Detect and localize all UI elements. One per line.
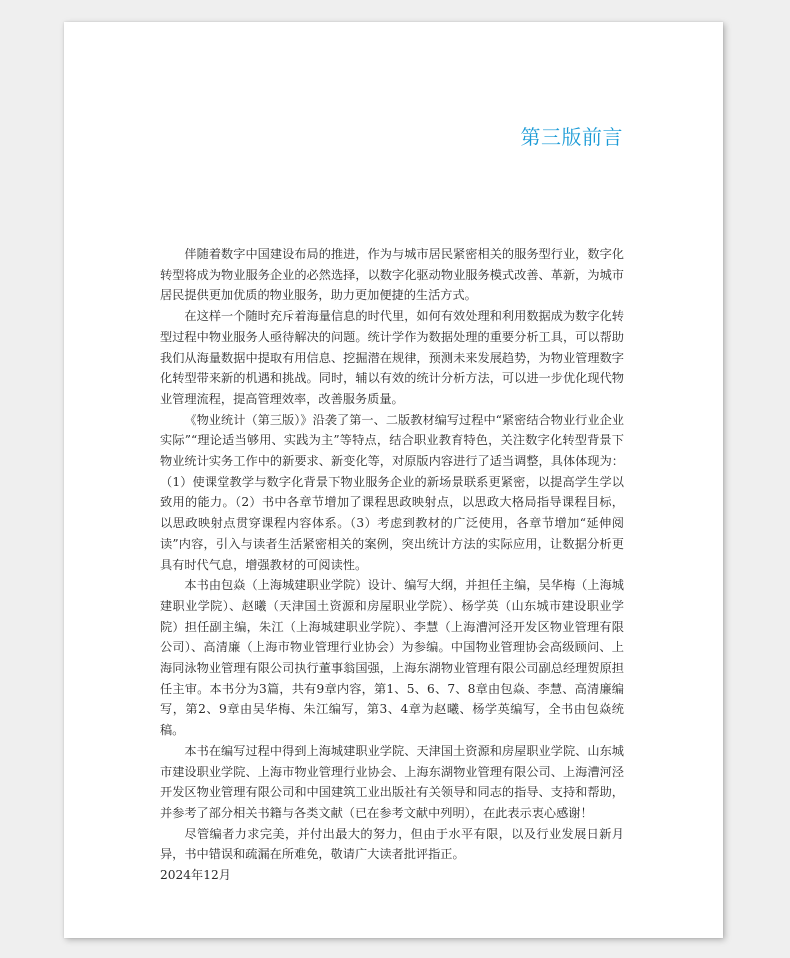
- page-title: 第三版前言: [520, 125, 623, 149]
- document-page: [64, 22, 723, 938]
- paragraph-1: 伴随着数字中国建设布局的推进，作为与城市居民紧密相关的服务型行业，数字化转型将成为物业服务企业的必然选择，以数字化驱动物业服务模式改善、革新，为城市居民提供更加优质的物业服务，助力更加便捷的生活方式。: [160, 247, 624, 303]
- preface-date: 2024年12月: [160, 868, 231, 883]
- paragraph-3: 《物业统计（第三版）》沿袭了第一、二版教材编写过程中“紧密结合物业行业企业实际”“理论适当够用、实践为主”等特点，结合职业教育特色，关注数字化转型背景下物业统计实务工作中的新要求、新变化等，对原版内容进行了适当调整，具体体现为：（1）使课堂教学与数字化背景下物业服务企业的新场景联系更紧密，以提高学生学以致用的能力。（2）书中各章节增加了课程思政映射点，以思政大格局指导课程目标，以思政映射点贯穿课程内容体系。（3）考虑到教材的广泛使用，各章节增加“延伸阅读”内容，引入与读者生活紧密相关的案例，突出统计方法的实际应用，让数据分析更具有时代气息，增强教材的可阅读性。: [160, 412, 624, 572]
- paragraph-2: 在这样一个随时充斥着海量信息的时代里，如何有效处理和利用数据成为数字化转型过程中物业服务人亟待解决的问题。统计学作为数据处理的重要分析工具，可以帮助我们从海量数据中提取有用信息、挖掘潜在规律，预测未来发展趋势，为物业管理数字化转型带来新的机遇和挑战。同时，辅以有效的统计分析方法，可以进一步优化现代物业管理流程，提高管理效率，改善服务质量。: [160, 309, 624, 406]
- preface-body: [160, 244, 624, 886]
- paragraph-5: 本书在编写过程中得到上海城建职业学院、天津国土资源和房屋职业学院、山东城市建设职业学院、上海市物业管理行业协会、上海东湖物业管理有限公司、上海漕河泾开发区物业管理有限公司和中国建筑工业出版社有关领导和同志的指导、支持和帮助，并参考了部分相关书籍与各类文献（已在参考文献中列明），在此表示衷心感谢！: [160, 743, 624, 820]
- paragraph-6: 尽管编者力求完美，并付出最大的努力，但由于水平有限，以及行业发展日新月异，书中错误和疏漏在所难免，敬请广大读者批评指正。: [160, 826, 624, 862]
- paragraph-4: 本书由包焱（上海城建职业学院）设计、编写大纲，并担任主编，吴华梅（上海城建职业学院）、赵曦（天津国土资源和房屋职业学院）、杨学英（山东城市建设职业学院）担任副主编，朱江（上海城建职业学院）、李慧（上海漕河泾开发区物业管理有限公司）、高清廉（上海市物业管理行业协会）为参编。中国物业管理协会高级顾问、上海同泳物业管理有限公司执行董事翁国强，上海东湖物业管理有限公司副总经理贺原担任主审。本书分为3篇，共有9章内容，第1、5、6、7、8章由包焱、李慧、高清廉编写，第2、9章由吴华梅、朱江编写，第3、4章为赵曦、杨学英编写，全书由包焱统稿。: [160, 578, 624, 738]
